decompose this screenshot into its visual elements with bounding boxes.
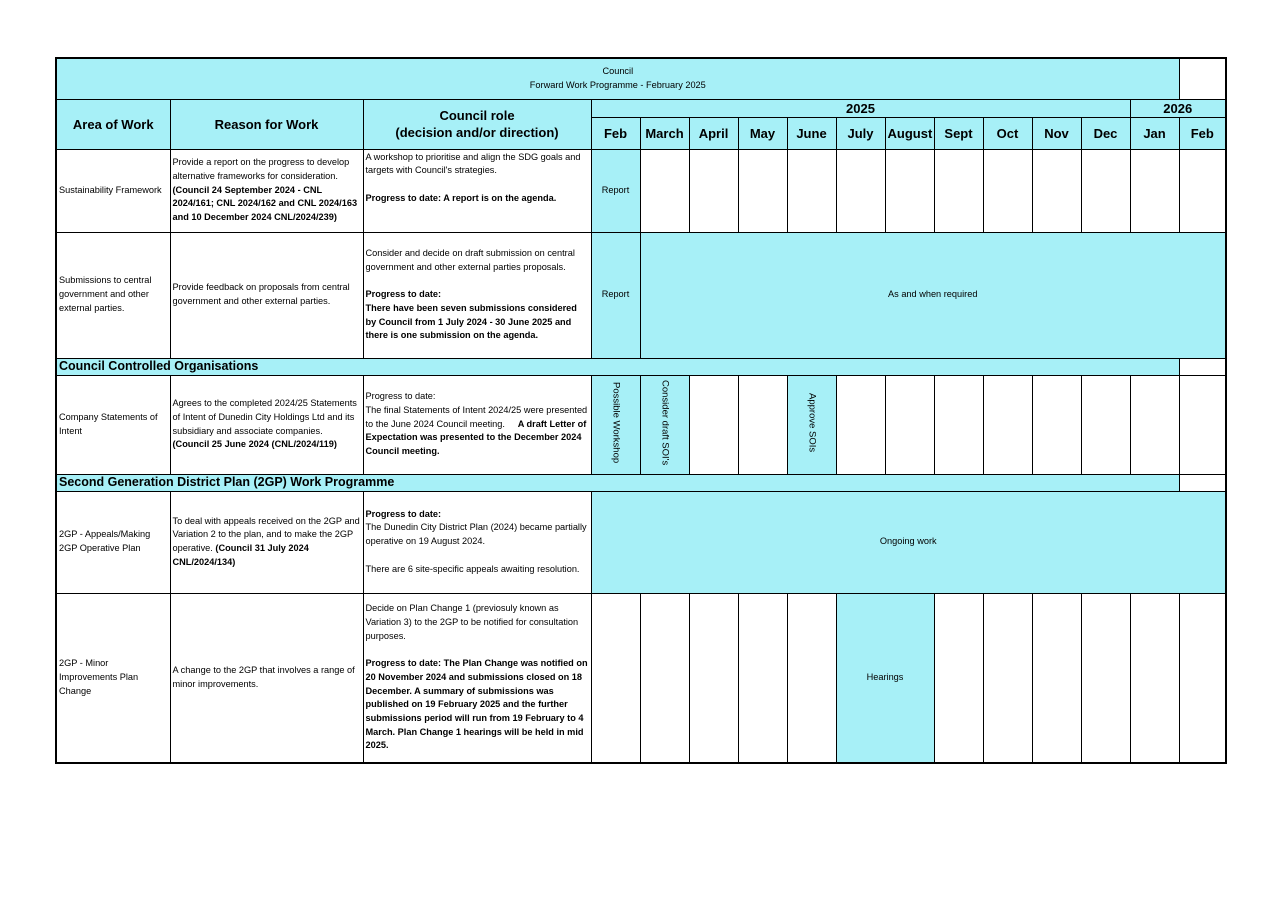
area-cell: 2GP - Appeals/Making 2GP Operative Plan bbox=[56, 491, 170, 593]
header-reason-for-work: Reason for Work bbox=[170, 99, 363, 149]
month-header: Oct bbox=[983, 117, 1032, 149]
area-cell: Sustainability Framework bbox=[56, 149, 170, 232]
role-cell bbox=[363, 491, 591, 593]
reason-cell: A change to the 2GP that involves a range of minor improvements. bbox=[170, 593, 363, 763]
month-header: August bbox=[885, 117, 934, 149]
schedule-june-cell bbox=[787, 375, 836, 474]
table-row bbox=[56, 593, 1226, 763]
schedule-span-cell: As and when required bbox=[640, 232, 1226, 358]
reason-reference: (Council 31 July 2024 CNL/2024/134) bbox=[172, 543, 309, 567]
area-cell: Company Statements of Intent bbox=[56, 375, 170, 474]
role-cell bbox=[363, 149, 591, 232]
role-text: Decide on Plan Change 1 (previosuly known as Variation 3) to the 2GP to be notified for consultation purposes. bbox=[365, 603, 579, 641]
vertical-label: Approve SOIs bbox=[806, 392, 818, 452]
reason-cell bbox=[170, 491, 363, 593]
month-header: Feb bbox=[1179, 117, 1226, 149]
reason-text: To deal with appeals received on the 2GP and Variation 2 to the plan, and to make the 2GP operative. bbox=[172, 515, 360, 553]
reason-reference: (Council 25 June 2024 (CNL/2024/119) bbox=[172, 439, 337, 450]
role-text: There are 6 site-specific appeals awaiting resolution. bbox=[365, 563, 580, 574]
schedule-march-cell bbox=[640, 375, 689, 474]
header-year-2026: 2026 bbox=[1130, 99, 1226, 117]
title-line2: Forward Work Programme - February 2025 bbox=[529, 79, 706, 90]
role-text: Consider and decide on draft submission on central government and other external parties proposals. bbox=[365, 248, 575, 272]
role-cell bbox=[363, 375, 591, 474]
month-header: July bbox=[836, 117, 885, 149]
vertical-label: Consider draft SOI's bbox=[659, 379, 671, 465]
month-header: April bbox=[689, 117, 738, 149]
header-year-2025: 2025 bbox=[591, 99, 1130, 117]
header-council-role-line2: (decision and/or direction) bbox=[395, 125, 559, 140]
table-row bbox=[56, 232, 1226, 358]
table-row bbox=[56, 491, 1226, 593]
month-header: May bbox=[738, 117, 787, 149]
progress-text: A draft Letter of Expectation was presented to the December 2024 Council meeting. bbox=[365, 418, 587, 457]
table-row bbox=[56, 149, 1226, 232]
month-header: Feb bbox=[591, 117, 640, 149]
reason-cell bbox=[170, 149, 363, 232]
progress-text: There have been seven submissions considered by Council from 1 July 2024 - 30 June 2025 and there is one submission on the agenda. bbox=[365, 302, 577, 341]
reason-cell: Provide feedback on proposals from central government and other external parties. bbox=[170, 232, 363, 358]
forward-work-programme-table bbox=[55, 57, 1227, 764]
table-title bbox=[56, 58, 1179, 99]
month-header: Nov bbox=[1032, 117, 1081, 149]
header-council-role-line1: Council role bbox=[439, 108, 515, 123]
schedule-feb-cell: Report bbox=[591, 149, 640, 232]
reason-text: Provide a report on the progress to develop alternative frameworks for consideration. bbox=[172, 157, 350, 181]
progress-text: Progress to date: The Plan Change was notified on 20 November 2024 and submissions closed on 18 December. A summary of submissions was published on 19 February 2025 and the further submissions period will run from 19 February to 4 March. Plan Change 1 hearings will be held in mid 2025. bbox=[365, 658, 588, 751]
schedule-feb-cell: Report bbox=[591, 232, 640, 358]
table-row bbox=[56, 375, 1226, 474]
title-line1: Council bbox=[602, 66, 634, 77]
progress-label: Progress to date: bbox=[365, 289, 442, 300]
month-header: Jan bbox=[1130, 117, 1179, 149]
role-text: The Dunedin City District Plan (2024) became partially operative on 19 August 2024. bbox=[365, 522, 587, 547]
role-cell bbox=[363, 232, 591, 358]
header-council-role bbox=[363, 99, 591, 149]
role-text: A workshop to prioritise and align the SDG goals and targets with Council's strategies. bbox=[365, 151, 581, 176]
month-header: Sept bbox=[934, 117, 983, 149]
progress-label: Progress to date: bbox=[365, 508, 442, 519]
header-area-of-work: Area of Work bbox=[56, 99, 170, 149]
schedule-hearings-cell: Hearings bbox=[836, 593, 934, 763]
reason-cell bbox=[170, 375, 363, 474]
vertical-label: Possible Workshop bbox=[610, 381, 622, 463]
progress-text: Progress to date: A report is on the agenda. bbox=[365, 192, 557, 203]
schedule-span-cell: Ongoing work bbox=[591, 491, 1226, 593]
role-cell bbox=[363, 593, 591, 763]
section-heading-2gp: Second Generation District Plan (2GP) Work Programme bbox=[56, 474, 1179, 491]
role-text: The final Statements of Intent 2024/25 were presented to the June 2024 Council meeting. bbox=[365, 404, 588, 429]
reason-reference: (Council 24 September 2024 - CNL 2024/161; CNL 2024/162 and CNL 2024/163 and 10 December 2024 CNL/2024/239) bbox=[172, 184, 358, 223]
area-cell: 2GP - Minor Improvements Plan Change bbox=[56, 593, 170, 763]
section-heading-cco: Council Controlled Organisations bbox=[56, 358, 1179, 375]
area-cell: Submissions to central government and other external parties. bbox=[56, 232, 170, 358]
month-header: June bbox=[787, 117, 836, 149]
month-header: March bbox=[640, 117, 689, 149]
schedule-feb-cell bbox=[591, 375, 640, 474]
progress-label: Progress to date: bbox=[365, 391, 436, 402]
month-header: Dec bbox=[1081, 117, 1130, 149]
reason-text: Agrees to the completed 2024/25 Statements of Intent of Dunedin City Holdings Ltd and its subsidiary and associate companies. bbox=[172, 398, 357, 436]
